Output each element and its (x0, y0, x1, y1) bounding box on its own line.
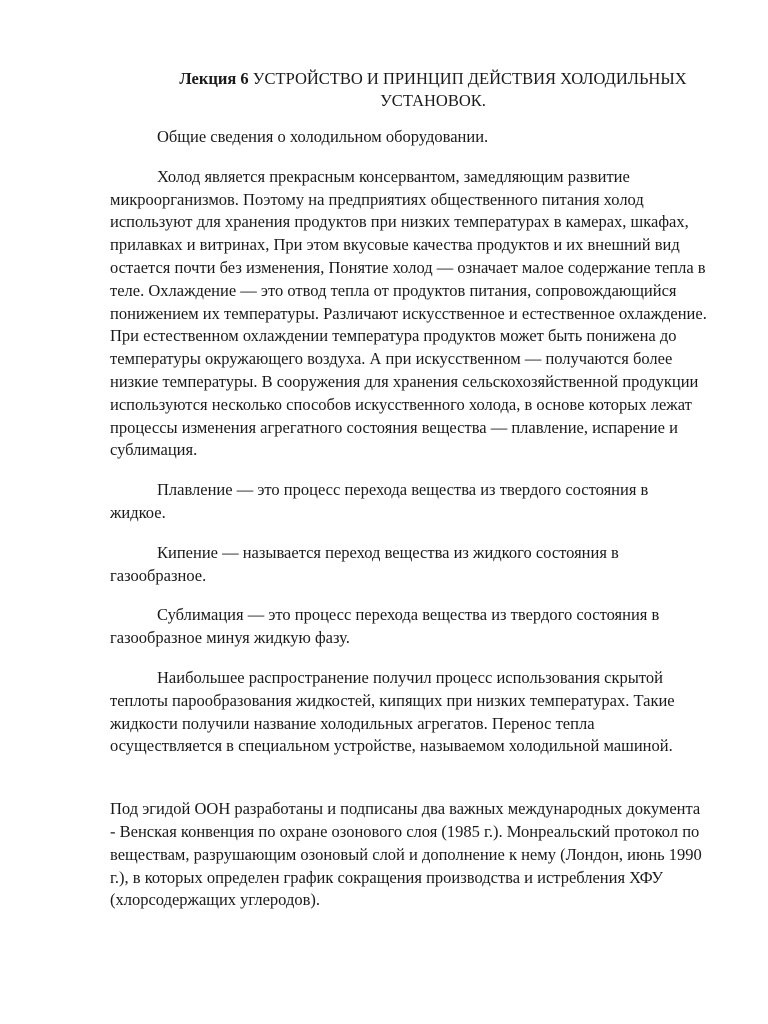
paragraph-un-conventions: Под эгидой ООН разработаны и подписаны два важных международных документа - Венская конвенция по охране озонового слоя (1985 г.). Монреальский протокол по веществам, разрушающим озоновый слой и дополнение к нему (Лондон, июнь 1990 г.), в которых определен график сокращения производства и истребления ХФУ (хлорсодержащих углеродов). (110, 799, 702, 910)
paragraph-cold-intro: Холод является прекрасным консервантом, замедляющим развитие микроорганизмов. Поэтому на предприятиях общественного питания холод используют для хранения продуктов при низких температурах в камерах, шкафах, прилавках и витринах, При этом вкусовые качества продуктов и их внешний вид остается почти без изменения, Понятие холод — означает малое содержание тепла в теле. Охлаждение — это отвод тепла от продуктов питания, сопровождающийся понижением их температуры. Различают искусственное и естественное охлаждение. При естественном охлаждении температура продуктов может быть понижена до температуры окружающего воздуха. А при искусственном — получаются более низкие температуры. В сооружения для хранения сельскохозяйственной продукции используются несколько способов искусственного холода, в основе которых лежат процессы изменения агрегатного состояния вещества — плавление, испарение и сублимация. (110, 166, 707, 460)
title-line-2: УСТАНОВОК. (380, 91, 486, 110)
document-title (110, 68, 708, 112)
paragraph-refrigeration-machine: Наибольшее распространение получил процесс использования скрытой теплоты парообразования жидкостей, кипящих при низких температурах. Такие жидкости получили название холодильных агрегатов. Перенос тепла осуществляется в специальном устройстве, называемом холодильной машиной. (110, 667, 675, 756)
lecture-number: Лекция 6 (179, 69, 249, 88)
paragraph-sublimation: Сублимация — это процесс перехода вещества из твердого состояния в газообразное минуя жидкую фазу. (110, 605, 660, 648)
title-line-1: УСТРОЙСТВО И ПРИНЦИП ДЕЙСТВИЯ ХОЛОДИЛЬНЫХ (252, 69, 687, 88)
paragraph-boiling: Кипение — называется переход вещества из жидкого состояния в газообразное. (110, 542, 619, 585)
section-heading-general-info: Общие сведения о холодильном оборудовании. (157, 127, 489, 146)
paragraph-melting: Плавление — это процесс перехода вещества из твердого состояния в жидкое. (110, 480, 649, 522)
